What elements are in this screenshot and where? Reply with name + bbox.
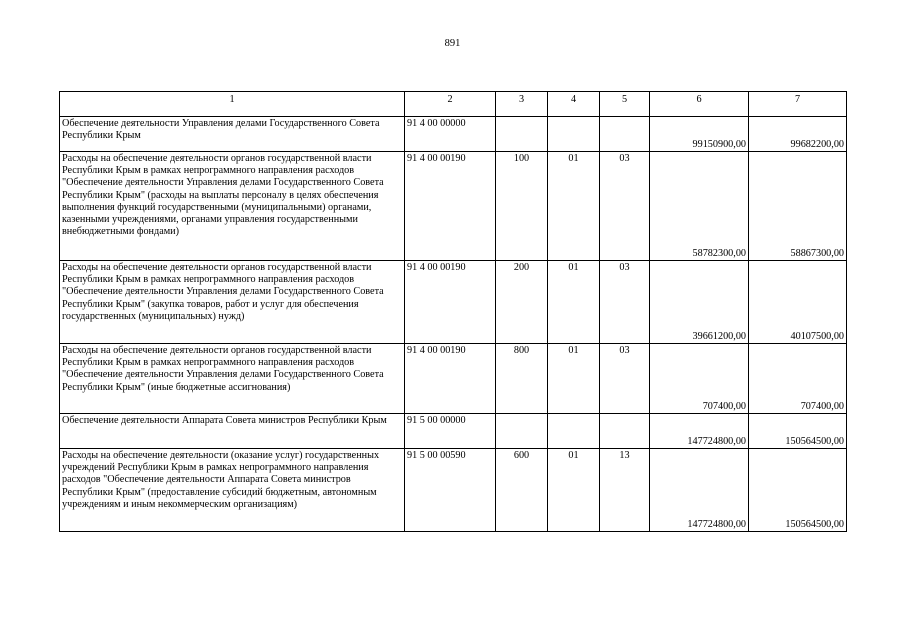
row-expense-type: [496, 414, 548, 449]
row-expense-type: [496, 117, 548, 152]
row-code: 91 4 00 00000: [405, 117, 496, 152]
row-expense-type: 200: [496, 261, 548, 344]
table-row: [60, 261, 847, 344]
row-section: 01: [548, 261, 600, 344]
row-code: 91 4 00 00190: [405, 344, 496, 414]
row-amount-1: 39661200,00: [650, 261, 749, 344]
header-cell-1: 1: [60, 92, 405, 117]
row-amount-2: 99682200,00: [749, 117, 847, 152]
row-name: Расходы на обеспечение деятельности органов государственной власти Республики Крым в рамках непрограммного направления расходов "Обеспечение деятельности Управления делами Государственного Совета Республики Крым" (закупка товаров, работ и услуг для обеспечения государственных (муниципальных) нужд): [60, 261, 405, 344]
header-cell-6: 6: [650, 92, 749, 117]
row-subsection: 03: [600, 152, 650, 261]
table-row: [60, 117, 847, 152]
table-row: [60, 152, 847, 261]
row-name: Обеспечение деятельности Управления делами Государственного Совета Республики Крым: [60, 117, 405, 152]
row-amount-2: 150564500,00: [749, 414, 847, 449]
header-cell-7: 7: [749, 92, 847, 117]
page-number: 891: [444, 38, 461, 49]
table-row: [60, 414, 847, 449]
header-cell-5: 5: [600, 92, 650, 117]
row-section: 01: [548, 449, 600, 532]
row-section: [548, 117, 600, 152]
row-section: 01: [548, 152, 600, 261]
row-code: 91 5 00 00590: [405, 449, 496, 532]
row-amount-1: 147724800,00: [650, 449, 749, 532]
row-subsection: [600, 414, 650, 449]
table-row: [60, 449, 847, 532]
row-name: Расходы на обеспечение деятельности органов государственной власти Республики Крым в рамках непрограммного направления расходов "Обеспечение деятельности Управления делами Государственного Совета Республики Крым" (расходы на выплаты персоналу в целях обеспечения выполнения функций государственными (муниципальными) органами, казенными учреждениями, органами управления государственными внебюджетными фондами): [60, 152, 405, 261]
row-amount-2: 707400,00: [749, 344, 847, 414]
row-name: Расходы на обеспечение деятельности органов государственной власти Республики Крым в рамках непрограммного направления расходов "Обеспечение деятельности Управления делами Государственного Совета Республики Крым" (иные бюджетные ассигнования): [60, 344, 405, 414]
row-amount-1: 707400,00: [650, 344, 749, 414]
row-amount-1: 99150900,00: [650, 117, 749, 152]
row-code: 91 5 00 00000: [405, 414, 496, 449]
row-subsection: [600, 117, 650, 152]
header-cell-3: 3: [496, 92, 548, 117]
row-expense-type: 100: [496, 152, 548, 261]
row-subsection: 03: [600, 344, 650, 414]
row-expense-type: 600: [496, 449, 548, 532]
row-name: Обеспечение деятельности Аппарата Совета министров Республики Крым: [60, 414, 405, 449]
budget-table: [59, 91, 847, 532]
row-amount-2: 40107500,00: [749, 261, 847, 344]
row-section: 01: [548, 344, 600, 414]
row-section: [548, 414, 600, 449]
row-amount-2: 150564500,00: [749, 449, 847, 532]
row-subsection: 13: [600, 449, 650, 532]
row-amount-2: 58867300,00: [749, 152, 847, 261]
row-amount-1: 58782300,00: [650, 152, 749, 261]
row-code: 91 4 00 00190: [405, 152, 496, 261]
header-cell-4: 4: [548, 92, 600, 117]
row-name: Расходы на обеспечение деятельности (оказание услуг) государственных учреждений Республики Крым в рамках непрограммного направления расходов "Обеспечение деятельности Аппарата Совета министров Республики Крым" (предоставление субсидий бюджетным, автономным учреждениям и иным некоммерческим организациям): [60, 449, 405, 532]
header-cell-2: 2: [405, 92, 496, 117]
row-code: 91 4 00 00190: [405, 261, 496, 344]
row-expense-type: 800: [496, 344, 548, 414]
table-row: [60, 344, 847, 414]
row-subsection: 03: [600, 261, 650, 344]
table-header-row: [60, 92, 847, 117]
row-amount-1: 147724800,00: [650, 414, 749, 449]
